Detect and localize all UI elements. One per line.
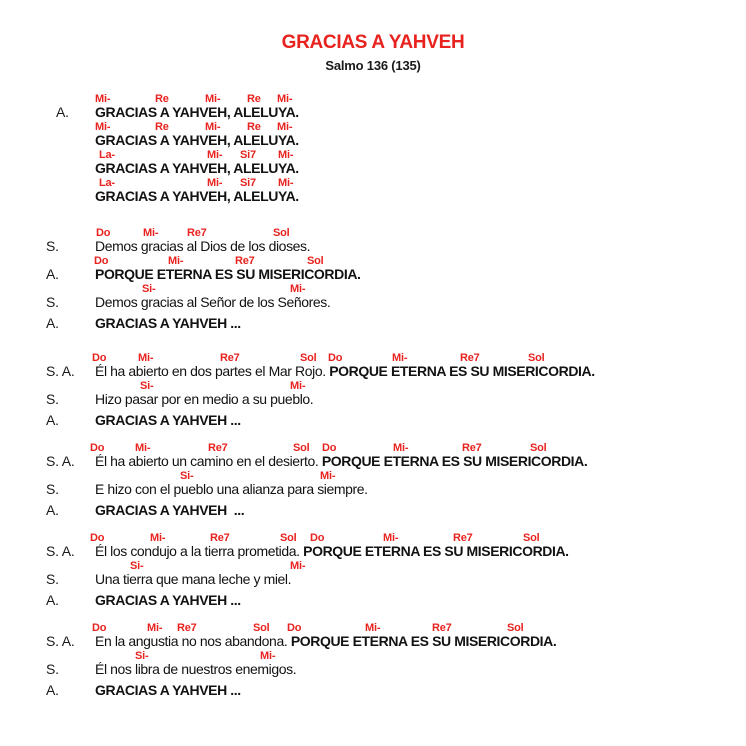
chord-symbol: Si- bbox=[142, 283, 156, 295]
voice-label: S. A. bbox=[46, 543, 75, 559]
chord-symbol: Do bbox=[94, 255, 109, 267]
lyric-text: Demos gracias al Señor de los Señores. bbox=[95, 294, 331, 310]
lyric-text-bold: PORQUE ETERNA ES SU MISERICORDIA. bbox=[303, 543, 569, 559]
chord-symbol: Si- bbox=[130, 560, 144, 572]
chord-symbol: Mi- bbox=[168, 255, 184, 267]
chord-symbol: Mi- bbox=[147, 622, 163, 634]
chord-symbol: Mi- bbox=[320, 470, 336, 482]
chord-symbol: Sol bbox=[253, 622, 270, 634]
lyric-line bbox=[0, 392, 746, 408]
stanza bbox=[0, 227, 746, 337]
chord-symbol: Mi- bbox=[277, 93, 293, 105]
lyric-text: Él ha abierto en dos partes el Mar Rojo. bbox=[95, 363, 330, 379]
chord-symbol: Re bbox=[247, 93, 261, 105]
chord-symbol: Re7 bbox=[235, 255, 255, 267]
chord-symbol: Mi- bbox=[392, 352, 408, 364]
lyric-text-bold: PORQUE ETERNA ES SU MISERICORDIA. bbox=[329, 363, 595, 379]
lyric-line bbox=[0, 588, 746, 614]
chord-symbol: La- bbox=[99, 177, 115, 189]
chord-symbol: Mi- bbox=[278, 149, 294, 161]
chord-symbol: Mi- bbox=[393, 442, 409, 454]
voice-label: A. bbox=[56, 104, 69, 120]
chord-symbol: Re7 bbox=[453, 532, 473, 544]
lyric-text-bold: GRACIAS A YAHVEH ... bbox=[95, 502, 245, 518]
chord-symbol: Do bbox=[287, 622, 302, 634]
lyric-text-bold: GRACIAS A YAHVEH ... bbox=[95, 592, 241, 608]
chord-symbol: Sol bbox=[507, 622, 524, 634]
chord-symbol: Re7 bbox=[432, 622, 452, 634]
lyric-line bbox=[0, 161, 746, 177]
lyric-text-bold: GRACIAS A YAHVEH ... bbox=[95, 412, 241, 428]
voice-label: S. A. bbox=[46, 633, 75, 649]
lyric-line bbox=[0, 454, 746, 470]
stanza bbox=[0, 622, 746, 704]
chord-symbol: Do bbox=[96, 227, 111, 239]
chord-symbol: Mi- bbox=[95, 121, 111, 133]
stanza bbox=[0, 442, 746, 524]
chord-symbol: Re7 bbox=[187, 227, 207, 239]
stanza bbox=[0, 352, 746, 434]
chord-symbol: Do bbox=[322, 442, 337, 454]
lyric-line bbox=[0, 133, 746, 149]
stanza bbox=[0, 93, 746, 205]
chord-symbol: Mi- bbox=[150, 532, 166, 544]
voice-label: S. A. bbox=[46, 453, 75, 469]
voice-label: S. bbox=[46, 294, 59, 310]
lyric-line bbox=[0, 572, 746, 588]
chord-symbol: Do bbox=[92, 622, 107, 634]
voice-label: S. bbox=[46, 661, 59, 677]
lyric-line bbox=[0, 662, 746, 678]
lyric-text-bold: PORQUE ETERNA ES SU MISERICORDIA. bbox=[95, 266, 361, 282]
sheet-header bbox=[0, 0, 746, 73]
lyric-line bbox=[0, 482, 746, 498]
chord-symbol: Re bbox=[155, 121, 169, 133]
chord-symbol: Re7 bbox=[177, 622, 197, 634]
lyric-text: Hizo pasar por en medio a su pueblo. bbox=[95, 391, 314, 407]
chord-symbol: Mi- bbox=[290, 560, 306, 572]
lyric-line bbox=[0, 364, 746, 380]
chord-symbol: Do bbox=[92, 352, 107, 364]
chord-symbol: Si7 bbox=[240, 177, 256, 189]
chord-symbol: Do bbox=[90, 442, 105, 454]
chord-symbol: Sol bbox=[307, 255, 324, 267]
voice-label: A. bbox=[46, 592, 59, 608]
chord-symbol: Sol bbox=[523, 532, 540, 544]
lyric-text: Una tierra que mana leche y miel. bbox=[95, 571, 292, 587]
lyric-line bbox=[0, 189, 746, 205]
lyric-text: Él nos libra de nuestros enemigos. bbox=[95, 661, 297, 677]
voice-label: A. bbox=[46, 502, 59, 518]
lyric-line bbox=[0, 105, 746, 121]
chord-symbol: Si- bbox=[140, 380, 154, 392]
voice-label: S. bbox=[46, 481, 59, 497]
chord-symbol: Sol bbox=[280, 532, 297, 544]
chord-symbol: Re7 bbox=[208, 442, 228, 454]
lyric-text-bold: PORQUE ETERNA ES SU MISERICORDIA. bbox=[321, 453, 588, 469]
lyric-line bbox=[0, 678, 746, 704]
voice-label: S. A. bbox=[46, 363, 75, 379]
voice-label: A. bbox=[46, 682, 59, 698]
lyric-text: Demos gracias al Dios de los dioses. bbox=[95, 238, 311, 254]
chord-symbol: Mi- bbox=[95, 93, 111, 105]
chord-symbol: Mi- bbox=[290, 380, 306, 392]
lyric-text-bold: PORQUE ETERNA ES SU MISERICORDIA. bbox=[290, 633, 557, 649]
lyric-line bbox=[0, 311, 746, 337]
lyric-text: En la angustia no nos abandona. bbox=[95, 633, 291, 649]
lyric-line bbox=[0, 267, 746, 283]
chord-symbol: Si7 bbox=[240, 149, 256, 161]
song-body bbox=[0, 93, 746, 704]
chord-symbol: Mi- bbox=[277, 121, 293, 133]
voice-label: S. bbox=[46, 238, 59, 254]
lyric-text-bold: GRACIAS A YAHVEH, ALELUYA. bbox=[95, 132, 299, 148]
chord-symbol: Sol bbox=[293, 442, 310, 454]
lyric-text-bold: GRACIAS A YAHVEH, ALELUYA. bbox=[95, 188, 299, 204]
lyric-text: E hizo con el pueblo una alianza para siempre. bbox=[95, 481, 368, 497]
chord-symbol: Sol bbox=[530, 442, 547, 454]
chord-symbol: Mi- bbox=[260, 650, 276, 662]
chord-symbol: La- bbox=[99, 149, 115, 161]
lyric-line bbox=[0, 239, 746, 255]
chord-symbol: Sol bbox=[528, 352, 545, 364]
lyric-text: Él ha abierto un camino en el desierto. bbox=[95, 453, 322, 469]
chord-symbol: Si- bbox=[180, 470, 194, 482]
chord-symbol: Re bbox=[247, 121, 261, 133]
lyric-line bbox=[0, 498, 746, 524]
lyric-line bbox=[0, 634, 746, 650]
chord-symbol: Mi- bbox=[278, 177, 294, 189]
lyric-line bbox=[0, 408, 746, 434]
chord-symbol: Mi- bbox=[207, 177, 223, 189]
lyric-text-bold: GRACIAS A YAHVEH, ALELUYA. bbox=[95, 160, 299, 176]
lyric-text-bold: GRACIAS A YAHVEH ... bbox=[95, 682, 241, 698]
chord-symbol: Re7 bbox=[210, 532, 230, 544]
chord-symbol: Mi- bbox=[383, 532, 399, 544]
voice-label: A. bbox=[46, 412, 59, 428]
chord-symbol: Do bbox=[328, 352, 343, 364]
lyric-text-bold: GRACIAS A YAHVEH ... bbox=[95, 315, 241, 331]
chord-symbol: Re7 bbox=[462, 442, 482, 454]
stanza bbox=[0, 532, 746, 614]
chord-symbol: Sol bbox=[300, 352, 317, 364]
chord-symbol: Do bbox=[90, 532, 105, 544]
lyric-text-bold: GRACIAS A YAHVEH, ALELUYA. bbox=[95, 104, 299, 120]
chord-symbol: Si- bbox=[135, 650, 149, 662]
song-subtitle: Salmo 136 (135) bbox=[325, 58, 421, 73]
chord-symbol: Mi- bbox=[365, 622, 381, 634]
chord-symbol: Mi- bbox=[207, 149, 223, 161]
chord-symbol: Re7 bbox=[220, 352, 240, 364]
voice-label: A. bbox=[46, 315, 59, 331]
chord-symbol: Do bbox=[310, 532, 325, 544]
song-title: GRACIAS A YAHVEH bbox=[281, 32, 465, 53]
chord-symbol: Mi- bbox=[143, 227, 159, 239]
chord-symbol: Mi- bbox=[290, 283, 306, 295]
chord-symbol: Mi- bbox=[205, 93, 221, 105]
lyric-line bbox=[0, 544, 746, 560]
voice-label: A. bbox=[46, 266, 59, 282]
chord-symbol: Re bbox=[155, 93, 169, 105]
chord-symbol: Mi- bbox=[205, 121, 221, 133]
voice-label: S. bbox=[46, 391, 59, 407]
chord-symbol: Mi- bbox=[138, 352, 154, 364]
chord-symbol: Mi- bbox=[135, 442, 151, 454]
lyric-text: Él los condujo a la tierra prometida. bbox=[95, 543, 304, 559]
voice-label: S. bbox=[46, 571, 59, 587]
chord-symbol: Re7 bbox=[460, 352, 480, 364]
lyric-line bbox=[0, 295, 746, 311]
chord-symbol: Sol bbox=[273, 227, 290, 239]
